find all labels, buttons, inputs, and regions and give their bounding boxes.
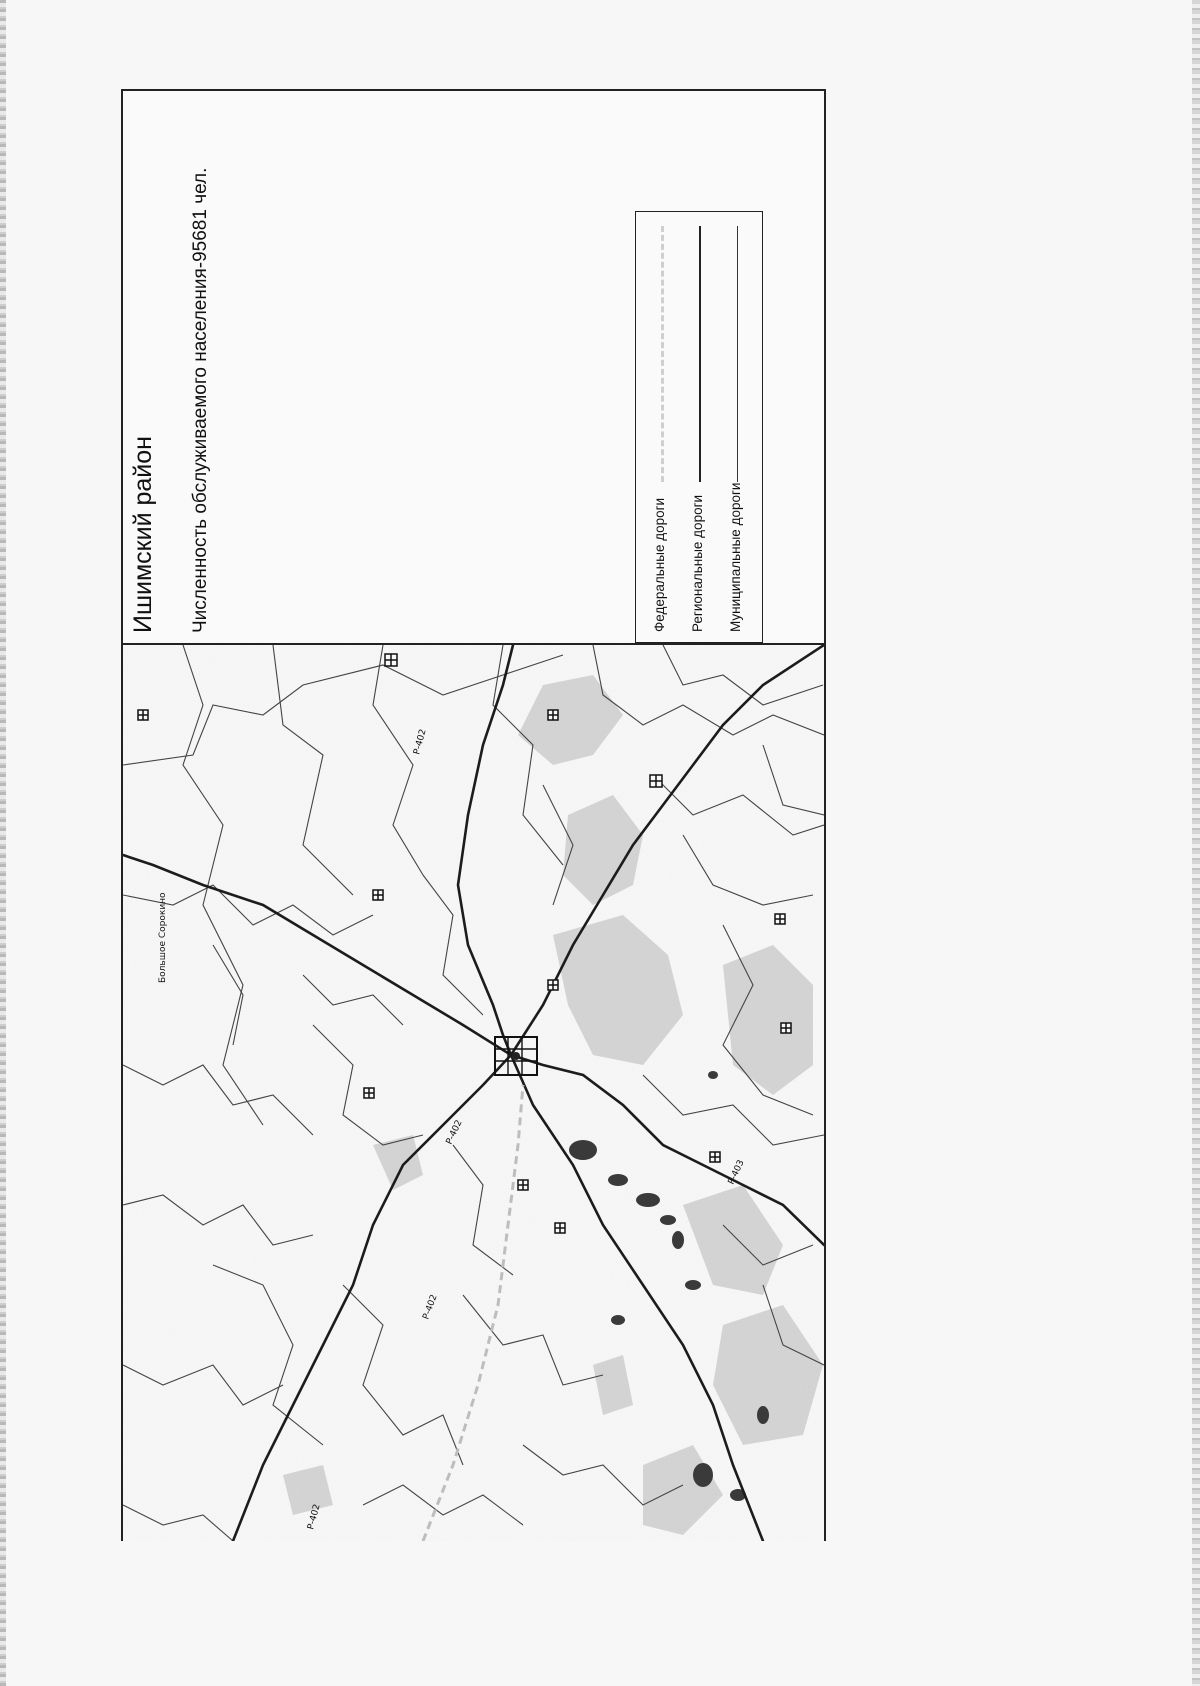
scan-edge-right [1192,0,1200,1686]
road-label-r402: Р-402 [306,1503,323,1531]
lake [685,1280,701,1290]
legend-swatch-municipal [737,226,738,482]
map-canvas[interactable] [123,643,824,1541]
lake [660,1215,676,1225]
legend-label: Федеральные дороги [652,497,667,632]
map-frame [121,89,826,1541]
legend-swatch-regional [699,226,701,482]
lake [693,1463,713,1487]
settlement-marker [781,1023,791,1033]
settlement-marker [548,710,558,720]
settlement-marker [518,1180,528,1190]
legend-label: Региональные дороги [690,494,705,632]
road-label-r402: Р-402 [412,728,429,756]
legend-item-regional [686,220,716,632]
lake [569,1140,597,1160]
settlement-marker [373,890,383,900]
road-label-r402: Р-402 [421,1293,440,1322]
settlement-marker [385,654,397,666]
region-title: Ишимский район [129,436,157,633]
settlement-marker [710,1152,720,1162]
settlement-marker [548,980,558,990]
info-panel [123,91,824,643]
road-label-r403: Р-403 [726,1158,747,1187]
lake [608,1174,628,1186]
settlement-marker [650,775,662,787]
road-label-r402: Р-402 [444,1118,465,1147]
settlement-marker [775,914,785,924]
legend-item-federal [648,220,678,632]
lake [611,1315,625,1325]
lake [708,1071,718,1079]
legend-swatch-federal [661,226,664,482]
rotated-info-block [123,91,824,643]
scanned-sheet [6,0,1192,1686]
map-legend [635,211,763,643]
district-map [123,645,824,1541]
settlement-label: Большое Сорокино [158,892,168,983]
lake [636,1193,660,1207]
lake [672,1231,684,1249]
settlement-marker [364,1088,374,1098]
settlement-marker [555,1223,565,1233]
population-text: Численность обслуживаемого населения-95681 чел. [190,167,211,633]
settlement-marker [138,710,148,720]
legend-label: Муниципальные дороги [728,482,743,632]
legend-item-municipal [724,220,754,632]
lake [757,1406,769,1424]
